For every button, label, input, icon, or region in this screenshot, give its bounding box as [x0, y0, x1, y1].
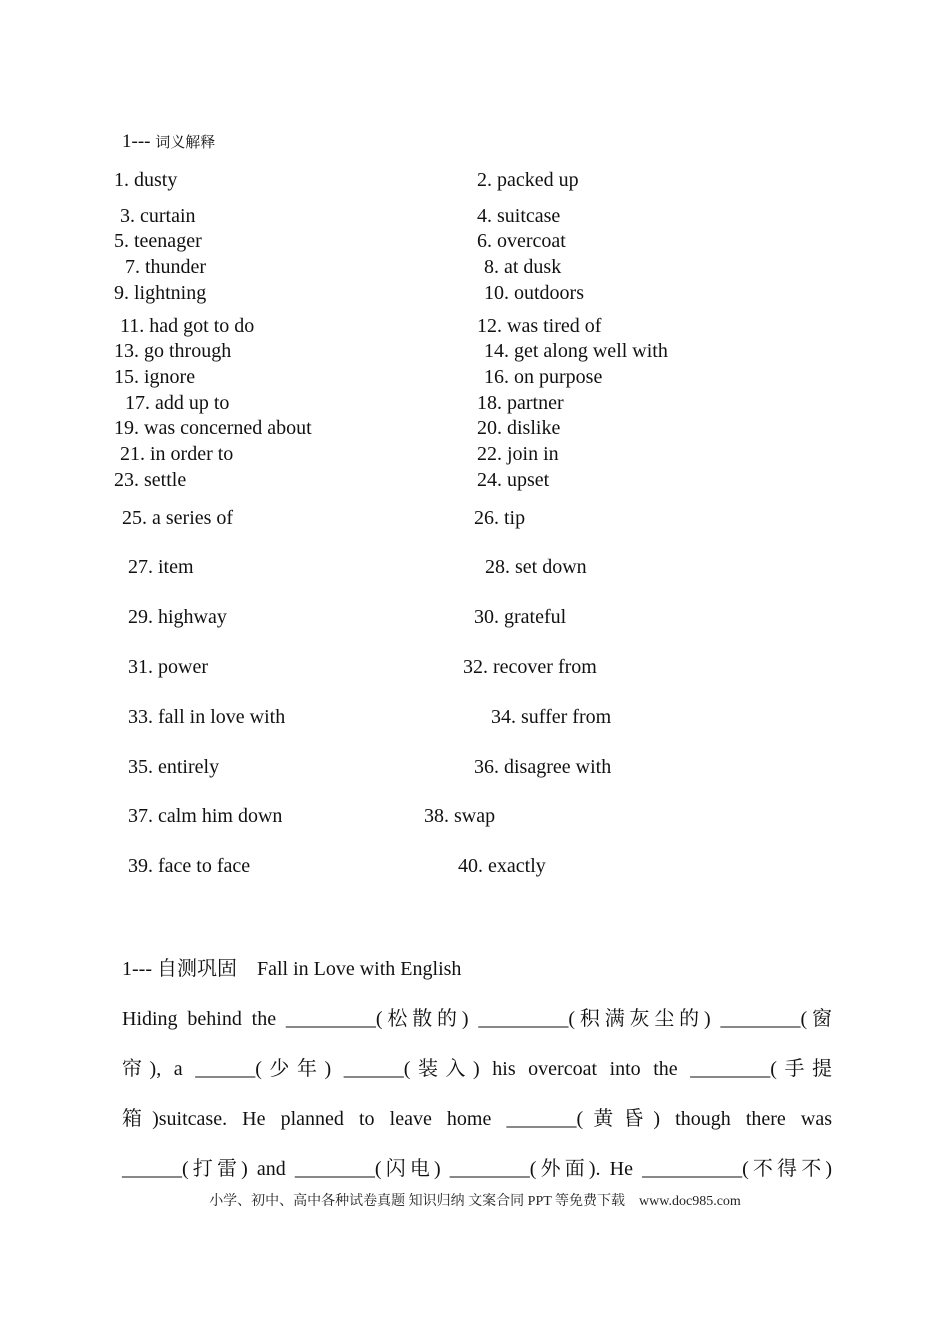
vocab-item: 35. entirely: [128, 756, 220, 778]
vocab-item: 2. packed up: [477, 169, 579, 191]
vocab-item: 17. add up to: [125, 392, 230, 414]
vocab-item: 3. curtain: [120, 205, 196, 227]
vocab-item: 36. disagree with: [474, 756, 612, 778]
passage-line: 箱)suitcase. He planned to leave home _______(黄昏) though there was: [122, 1108, 832, 1130]
vocab-item: 28. set down: [485, 556, 587, 578]
vocab-item: 15. ignore: [114, 366, 196, 388]
vocab-item: 6. overcoat: [477, 230, 566, 252]
vocab-item: 12. was tired of: [477, 315, 602, 337]
vocab-item: 37. calm him down: [128, 805, 283, 827]
vocab-item: 27. item: [128, 556, 194, 578]
vocab-item: 7. thunder: [125, 256, 207, 278]
vocab-item: 30. grateful: [474, 606, 567, 628]
passage-line: ______(打雷) and ________(闪电) ________(外面). He __________(不得不): [122, 1158, 832, 1180]
vocab-item: 22. join in: [477, 443, 559, 465]
vocab-item: 9. lightning: [114, 282, 207, 304]
vocab-item: 31. power: [128, 656, 208, 678]
section2-heading: 1--- 自测巩固 Fall in Love with English: [122, 958, 462, 980]
vocab-item: 1. dusty: [114, 169, 178, 191]
vocab-item: 21. in order to: [120, 443, 234, 465]
vocab-item: 20. dislike: [477, 417, 561, 439]
section1-heading-title: 词义解释: [155, 135, 216, 151]
vocab-item: 39. face to face: [128, 855, 251, 877]
page-footer: 小学、初中、高中各种试卷真题 知识归纳 文案合同 PPT 等免费下载 www.doc985.com: [209, 1194, 741, 1209]
vocab-item: 18. partner: [477, 392, 564, 414]
vocab-item: 10. outdoors: [484, 282, 584, 304]
section1-heading: [122, 130, 215, 155]
passage-line: Hiding behind the _________(松散的) _________(积满灰尘的) ________(窗: [122, 1008, 832, 1030]
vocab-item: 38. swap: [424, 805, 496, 827]
vocab-item: 23. settle: [114, 469, 187, 491]
vocab-item: 14. get along well with: [484, 340, 668, 362]
vocab-item: 29. highway: [128, 606, 227, 628]
vocab-item: 11. had got to do: [120, 315, 255, 337]
vocab-item: 13. go through: [114, 340, 232, 362]
section1-heading-number: 1---: [122, 131, 151, 152]
vocab-item: 19. was concerned about: [114, 417, 312, 439]
vocab-item: 16. on purpose: [484, 366, 603, 388]
vocab-item: 8. at dusk: [484, 256, 562, 278]
vocab-item: 24. upset: [477, 469, 550, 491]
vocab-item: 26. tip: [474, 507, 526, 529]
vocab-item: 40. exactly: [458, 855, 546, 877]
vocab-item: 5. teenager: [114, 230, 202, 252]
vocab-item: 32. recover from: [463, 656, 597, 678]
vocab-item: 34. suffer from: [491, 706, 612, 728]
passage-line: 帘), a ______(少年) ______(装入) his overcoat into the ________(手提: [122, 1058, 832, 1080]
vocab-item: 25. a series of: [122, 507, 234, 529]
vocab-item: 33. fall in love with: [128, 706, 286, 728]
vocab-item: 4. suitcase: [477, 205, 561, 227]
